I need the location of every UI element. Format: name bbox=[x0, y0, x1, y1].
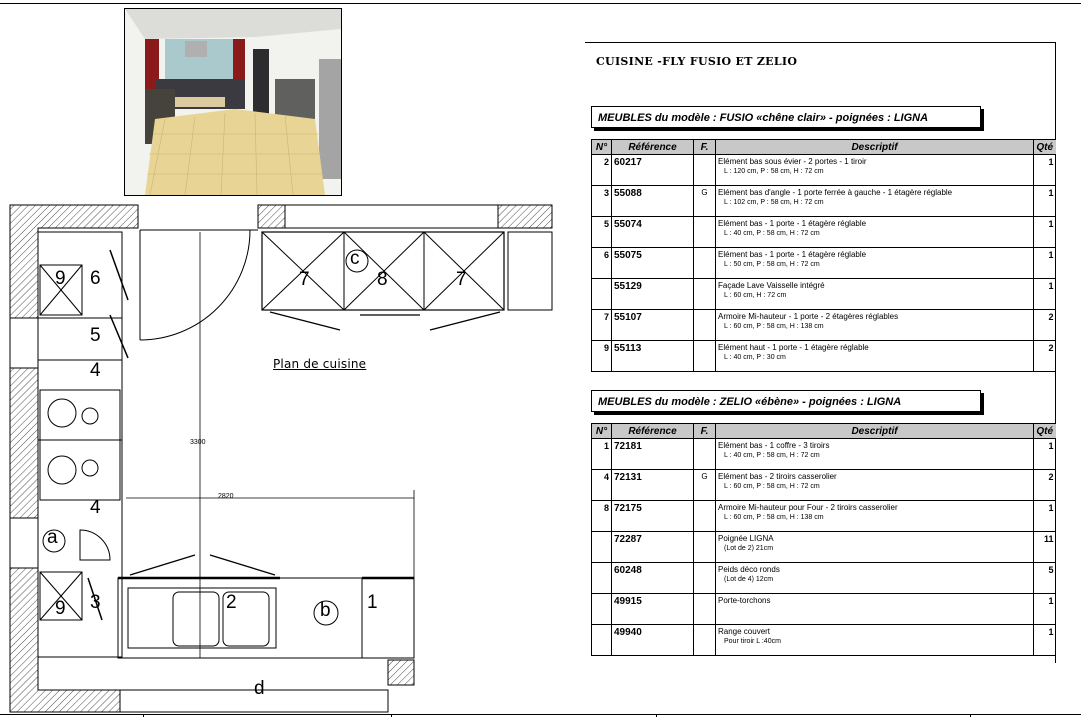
cell-description bbox=[716, 594, 1034, 625]
description-text: Porte-torchons bbox=[718, 596, 771, 605]
col-header-qte: Qté bbox=[1034, 424, 1056, 439]
cell-quantity: 1 bbox=[1034, 217, 1056, 248]
cell-quantity: 2 bbox=[1034, 310, 1056, 341]
description-text: Armoire Mi-hauteur - 1 porte - 2 étagères réglables bbox=[718, 312, 899, 321]
dimensions-text: Pour tiroir L :40cm bbox=[724, 638, 781, 645]
dimensions-text: L : 40 cm, P : 58 cm, H : 72 cm bbox=[724, 452, 820, 459]
table-row bbox=[592, 563, 1056, 594]
cell-reference: 60217 bbox=[612, 155, 694, 186]
cell-hinge bbox=[694, 501, 716, 532]
cell-description bbox=[716, 186, 1034, 217]
cell-number: 8 bbox=[592, 501, 612, 532]
cell-hinge: G bbox=[694, 186, 716, 217]
dimensions-text: L : 120 cm, P : 58 cm, H : 72 cm bbox=[724, 168, 824, 175]
dimensions-text: L : 40 cm, P : 30 cm bbox=[724, 354, 786, 361]
dimensions-text: (Lot de 4) 12cm bbox=[724, 576, 774, 583]
cell-hinge: G bbox=[694, 470, 716, 501]
floor-plan bbox=[0, 195, 560, 715]
cell-hinge bbox=[694, 594, 716, 625]
dimensions-text: L : 40 cm, P : 58 cm, H : 72 cm bbox=[724, 230, 820, 237]
description-text: Elément bas - 1 coffre - 3 tiroirs bbox=[718, 441, 830, 450]
table-row bbox=[592, 248, 1056, 279]
cell-quantity: 2 bbox=[1034, 341, 1056, 372]
cell-quantity: 1 bbox=[1034, 279, 1056, 310]
dimensions-text: L : 50 cm, P : 58 cm, H : 72 cm bbox=[724, 261, 820, 268]
dimensions-text: L : 60 cm, P : 58 cm, H : 72 cm bbox=[724, 483, 820, 490]
plan-label-4-bottom: 4 bbox=[90, 497, 101, 518]
cell-number: 1 bbox=[592, 439, 612, 470]
cell-quantity: 1 bbox=[1034, 594, 1056, 625]
section-title-zelio: MEUBLES du modèle : ZELIO «ébène» - poignées : LIGNA bbox=[591, 390, 981, 412]
cell-number: 7 bbox=[592, 310, 612, 341]
col-header-desc: Descriptif bbox=[716, 424, 1034, 439]
cell-description bbox=[716, 532, 1034, 563]
cell-description bbox=[716, 155, 1034, 186]
cell-hinge bbox=[694, 217, 716, 248]
cell-number: 5 bbox=[592, 217, 612, 248]
col-header-ref: Référence bbox=[612, 140, 694, 155]
col-header-ref: Référence bbox=[612, 424, 694, 439]
cell-reference: 72131 bbox=[612, 470, 694, 501]
description-text: Range couvert bbox=[718, 627, 771, 636]
description-text: Peids déco ronds bbox=[718, 565, 780, 574]
cell-number: 3 bbox=[592, 186, 612, 217]
description-text: Elément bas - 2 tiroirs casserolier bbox=[718, 472, 837, 481]
cell-description bbox=[716, 470, 1034, 501]
kitchen-3d-render bbox=[124, 8, 342, 196]
table-row bbox=[592, 532, 1056, 563]
cell-reference: 55074 bbox=[612, 217, 694, 248]
cell-reference: 72181 bbox=[612, 439, 694, 470]
table-row bbox=[592, 625, 1056, 656]
table-row bbox=[592, 594, 1056, 625]
plan-label-7-right: 7 bbox=[456, 269, 467, 290]
plan-label-5: 5 bbox=[90, 325, 101, 346]
plan-label-9-top: 9 bbox=[55, 268, 66, 289]
cell-number: 4 bbox=[592, 470, 612, 501]
cell-description bbox=[716, 217, 1034, 248]
plan-label-1: 1 bbox=[367, 592, 378, 613]
cell-number bbox=[592, 279, 612, 310]
table-row bbox=[592, 310, 1056, 341]
cell-reference: 55129 bbox=[612, 279, 694, 310]
cell-description bbox=[716, 625, 1034, 656]
cell-number bbox=[592, 625, 612, 656]
cell-quantity: 1 bbox=[1034, 186, 1056, 217]
table-row bbox=[592, 155, 1056, 186]
description-text: Elément bas - 1 porte - 1 étagère réglable bbox=[718, 250, 867, 259]
description-text: Armoire Mi-hauteur pour Four - 2 tiroirs casserolier bbox=[718, 503, 898, 512]
zelio-items-table bbox=[591, 423, 1056, 656]
table-row bbox=[592, 501, 1056, 532]
dimensions-text: L : 60 cm, H : 72 cm bbox=[724, 292, 787, 299]
cell-hinge bbox=[694, 310, 716, 341]
dimension-vertical: 3300 bbox=[190, 439, 206, 446]
section-title-fusio: MEUBLES du modèle : FUSIO «chêne clair» - poignées : LIGNA bbox=[591, 106, 981, 128]
cell-quantity: 1 bbox=[1034, 439, 1056, 470]
cell-reference: 55088 bbox=[612, 186, 694, 217]
cell-hinge bbox=[694, 248, 716, 279]
frame-top-line bbox=[0, 3, 1081, 4]
cell-reference: 55113 bbox=[612, 341, 694, 372]
cell-number bbox=[592, 563, 612, 594]
floor-plan-drawing bbox=[0, 195, 560, 715]
fusio-items-table bbox=[591, 139, 1056, 372]
table-header-row bbox=[592, 140, 1056, 155]
cell-hinge bbox=[694, 532, 716, 563]
plan-label-3: 3 bbox=[90, 592, 101, 613]
cell-description bbox=[716, 439, 1034, 470]
col-header-desc: Descriptif bbox=[716, 140, 1034, 155]
description-text: Elément bas sous évier - 2 portes - 1 tiroir bbox=[718, 157, 867, 166]
cell-number: 6 bbox=[592, 248, 612, 279]
kitchen-render-image bbox=[125, 9, 341, 195]
cell-number bbox=[592, 532, 612, 563]
cell-number bbox=[592, 594, 612, 625]
description-text: Façade Lave Vaisselle intégré bbox=[718, 281, 825, 290]
cell-quantity: 1 bbox=[1034, 501, 1056, 532]
cell-description bbox=[716, 310, 1034, 341]
cell-quantity: 5 bbox=[1034, 563, 1056, 594]
description-text: Elément bas - 1 porte - 1 étagère réglable bbox=[718, 219, 867, 228]
cell-description bbox=[716, 563, 1034, 594]
col-header-no: N° bbox=[592, 424, 612, 439]
plan-label-8: 8 bbox=[377, 269, 388, 290]
plan-label-2: 2 bbox=[226, 592, 237, 613]
cell-hinge bbox=[694, 439, 716, 470]
cell-reference: 72175 bbox=[612, 501, 694, 532]
col-header-qte: Qté bbox=[1034, 140, 1056, 155]
dimension-horizontal: 2820 bbox=[218, 493, 234, 500]
plan-label-6: 6 bbox=[90, 268, 101, 289]
description-text: Elément haut - 1 porte - 1 étagère réglable bbox=[718, 343, 869, 352]
cell-description bbox=[716, 248, 1034, 279]
dimensions-text: (Lot de 2) 21cm bbox=[724, 545, 774, 552]
table-header-row bbox=[592, 424, 1056, 439]
cell-hinge bbox=[694, 155, 716, 186]
plan-label-4-top: 4 bbox=[90, 360, 101, 381]
cell-quantity: 1 bbox=[1034, 625, 1056, 656]
cell-reference: 55075 bbox=[612, 248, 694, 279]
dimensions-text: L : 102 cm, P : 58 cm, H : 72 cm bbox=[724, 199, 824, 206]
cell-hinge bbox=[694, 279, 716, 310]
table-row bbox=[592, 186, 1056, 217]
cell-reference: 60248 bbox=[612, 563, 694, 594]
cell-hinge bbox=[694, 341, 716, 372]
cell-reference: 49915 bbox=[612, 594, 694, 625]
dimensions-text: L : 60 cm, P : 58 cm, H : 138 cm bbox=[724, 323, 824, 330]
table-row bbox=[592, 439, 1056, 470]
cell-number: 2 bbox=[592, 155, 612, 186]
plan-label-c: c bbox=[350, 248, 360, 269]
plan-label-a: a bbox=[47, 527, 58, 548]
col-header-f: F. bbox=[694, 140, 716, 155]
plan-label-9-bottom: 9 bbox=[55, 598, 66, 619]
col-header-f: F. bbox=[694, 424, 716, 439]
cell-description bbox=[716, 341, 1034, 372]
cell-hinge bbox=[694, 563, 716, 594]
cell-quantity: 1 bbox=[1034, 248, 1056, 279]
plan-label-7-left: 7 bbox=[299, 269, 310, 290]
cell-hinge bbox=[694, 625, 716, 656]
plan-title: Plan de cuisine bbox=[273, 357, 367, 371]
table-row bbox=[592, 217, 1056, 248]
description-text: Elément bas d'angle - 1 porte ferrée à gauche - 1 étagère réglable bbox=[718, 188, 953, 197]
description-text: Poignée LIGNA bbox=[718, 534, 774, 543]
cell-description bbox=[716, 279, 1034, 310]
cell-quantity: 2 bbox=[1034, 470, 1056, 501]
plan-label-d: d bbox=[254, 678, 265, 699]
cell-number: 9 bbox=[592, 341, 612, 372]
col-header-no: N° bbox=[592, 140, 612, 155]
cell-quantity: 11 bbox=[1034, 532, 1056, 563]
cell-quantity: 1 bbox=[1034, 155, 1056, 186]
document-title: CUISINE -FLY FUSIO ET ZELIO bbox=[596, 55, 798, 68]
table-row bbox=[592, 279, 1056, 310]
table-row bbox=[592, 341, 1056, 372]
cell-reference: 55107 bbox=[612, 310, 694, 341]
cell-reference: 72287 bbox=[612, 532, 694, 563]
plan-label-b: b bbox=[320, 600, 331, 621]
table-row bbox=[592, 470, 1056, 501]
dimensions-text: L : 60 cm, P : 58 cm, H : 138 cm bbox=[724, 514, 824, 521]
cell-description bbox=[716, 501, 1034, 532]
cell-reference: 49940 bbox=[612, 625, 694, 656]
